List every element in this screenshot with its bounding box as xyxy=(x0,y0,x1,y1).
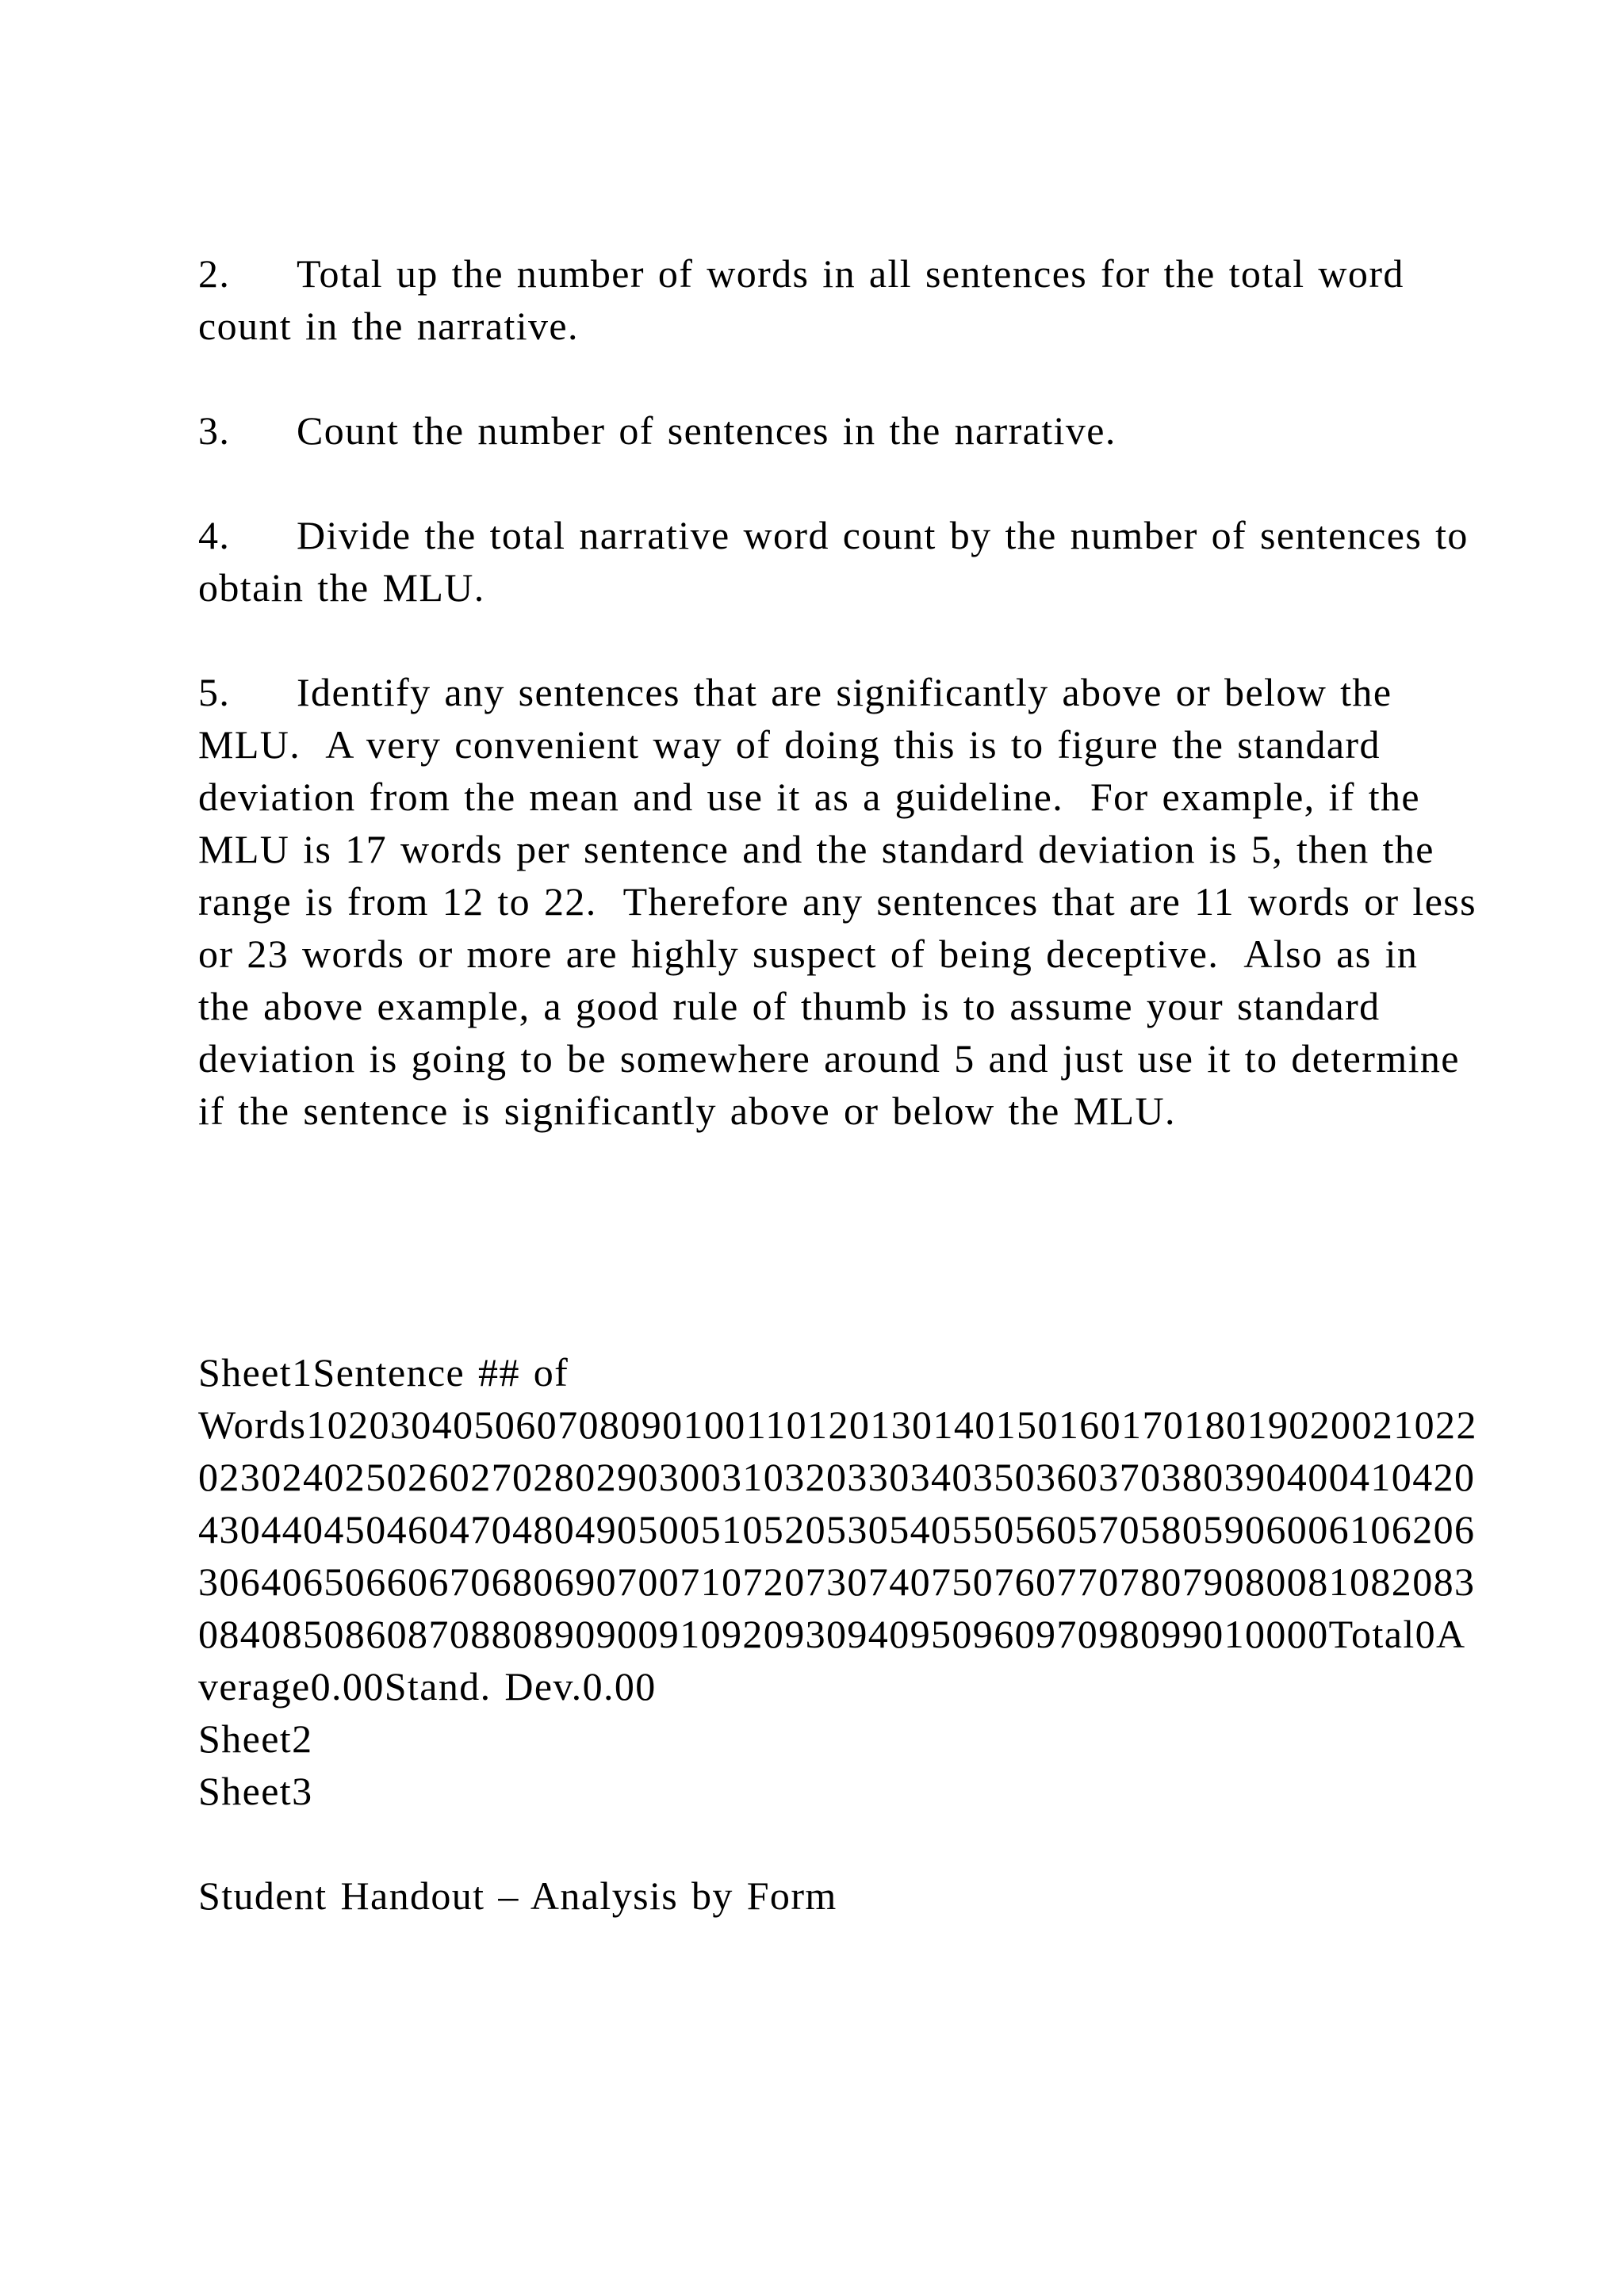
step-5-text: Identify any sentences that are significantly above or below the MLU. A very convenient way of doing this is to figure the standard deviation from the mean and use it as a guideline. For example, if the MLU is 17 words per sentence and the standard deviation is 5, then the range is from 12 to 22. Therefore any sentences that are 11 words or less or 23 words or more are highly suspect of being deceptive. Also as in the above example, a good rule of thumb is to assume your standard deviation is going to be somewhere around 5 and just use it to determine if the sentence is significantly above or below the MLU. xyxy=(198,670,1490,1133)
step-3-number: 3. xyxy=(198,408,231,453)
sheet1-data: Words10203040506070809010011012013014015016017018019020021022023024025026027028029030031032033034035036037038039040041042043044045046047048049050051052053054055056057058059060061062063064065066067068069070071072073074075076077078079080081082083084085086087088089090091092093094095096097098099010000Total0Average0.00Stand. Dev.0.00 xyxy=(198,1402,1477,1709)
sheet3-label: Sheet3 xyxy=(198,1769,313,1813)
sheet1-header: Sheet1Sentence ## of xyxy=(198,1350,569,1395)
sheet2-label: Sheet2 xyxy=(198,1716,313,1761)
step-2-number: 2. xyxy=(198,251,231,296)
step-5 xyxy=(198,666,1490,1137)
step-2 xyxy=(198,247,1483,352)
spacer xyxy=(198,1189,1483,1346)
step-3 xyxy=(198,404,1483,457)
step-4-text: Divide the total narrative word count by the number of sentences to obtain the MLU. xyxy=(198,513,1482,610)
step-4-number: 4. xyxy=(198,513,231,557)
step-2-text: Total up the number of words in all sentences for the total word count in the narrative. xyxy=(198,251,1418,348)
handout-title: Student Handout – Analysis by Form xyxy=(198,1873,837,1918)
step-3-text: Count the number of sentences in the narrative. xyxy=(297,408,1116,453)
step-4 xyxy=(198,509,1483,614)
step-5-number: 5. xyxy=(198,670,231,714)
document-page xyxy=(198,247,1490,1922)
